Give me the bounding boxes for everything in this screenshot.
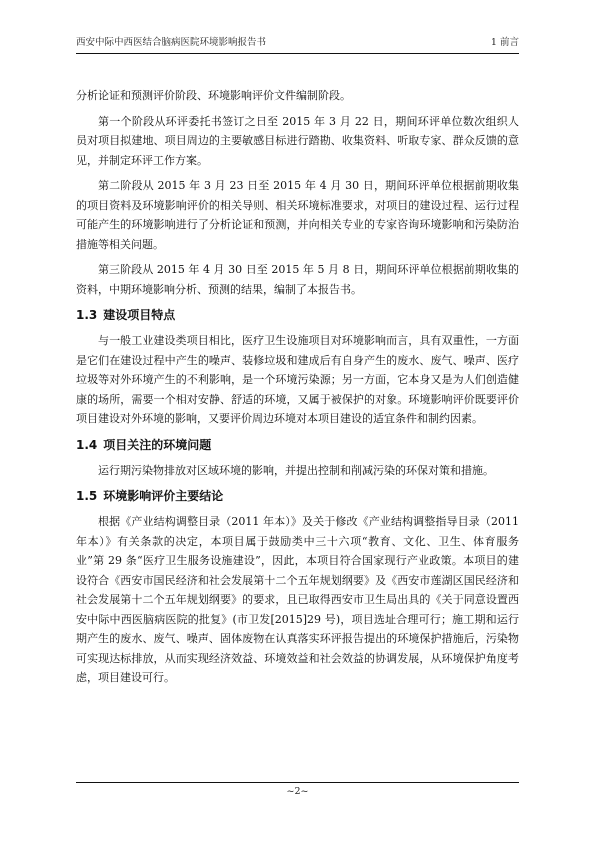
page-number: ~2~	[286, 786, 309, 797]
footer-rule	[76, 782, 519, 783]
section-heading-1-3	[76, 305, 519, 325]
paragraph: 分析论证和预测评价阶段、环境影响评价文件编制阶段。	[76, 89, 351, 102]
section-title: 项目关注的环境问题	[103, 437, 212, 452]
header-chapter: 1 前言	[490, 37, 519, 48]
section-number: 1.3	[76, 308, 98, 322]
section-number: 1.4	[76, 437, 98, 452]
paragraph: 第一个阶段从环评委托书签订之日至 2015 年 3 月 22 日，期间环评单位数次组织人员对项目拟建地、项目周边的主要敏感目标进行踏勘、收集资料、听取专家、群众反馈的意见，并制定环评工作方案。	[76, 114, 519, 167]
page-header	[76, 36, 519, 50]
header-document-title: 西安中际中西医结合脑病医院环境影响报告书	[76, 37, 267, 48]
section-heading-1-5	[76, 486, 519, 506]
section-number: 1.5	[76, 489, 98, 503]
paragraph: 第二阶段从 2015 年 3 月 23 日至 2015 年 4 月 30 日，期间环评单位根据前期收集的项目资料及环境影响评价的相关导则、相关环境标准要求，对项目的建设过程、运行过程可能产生的环境影响进行了分析论证和预测，并向相关专业的专家咨询环境影响和污染防治措施等相关问题。	[76, 179, 519, 251]
paragraph: 与一般工业建设类项目相比，医疗卫生设施项目对环境影响而言，具有双重性，一方面是它们在建设过程中产生的噪声、装修垃圾和建成后有自身产生的废水、废气、噪声、医疗垃圾等对外环境产生的不利影响，是一个环境污染源；另一方面，它本身又是为人们创造健康的场所，需要一个相对安静、舒适的环境，又属于被保护的对象。环境影响评价既要评价项目建设对外环境的影响，又要评价周边环境对本项目建设的适宜条件和制约因素。	[76, 334, 519, 425]
header-rule	[76, 53, 519, 54]
section-title: 环境影响评价主要结论	[103, 489, 224, 503]
page-body	[76, 86, 519, 694]
section-heading-1-4	[76, 435, 519, 455]
paragraph: 根据《产业结构调整目录（2011 年本）》及关于修改《产业结构调整指导目录（2011 年本）》有关条款的决定，本项目属于鼓励类中三十六项“教育、文化、卫生、体育服务业”第 29 条“医疗卫生服务设施建设”，因此，本项目符合国家现行产业政策。本项目的建设符合《西安市国民经济和社会发展第十二个五年规划纲要》及《西安市莲湖区国民经济和社会发展第十二个五年规划纲要》的要求，且已取得西安市卫生局出具的《关于同意设置西安中际中西医脑病医院的批复》(市卫发[2015]29 号)，项目选址合理可行；施工期和运行期产生的废水、废气、噪声、固体废物在认真落实环评报告提出的环境保护措施后，污染物可实现达标排放，从而实现经济效益、环境效益和社会效益的协调发展，从环境保护角度考虑，项目建设可行。	[76, 515, 519, 684]
section-title: 建设项目特点	[103, 308, 176, 322]
paragraph: 运行期污染物排放对区域环境的影响，并提出控制和削减污染的环保对策和措施。	[98, 463, 494, 477]
paragraph: 第三阶段从 2015 年 4 月 30 日至 2015 年 5 月 8 日，期间环评单位根据前期收集的资料，中期环境影响分析、预测的结果，编制了本报告书。	[76, 263, 519, 296]
